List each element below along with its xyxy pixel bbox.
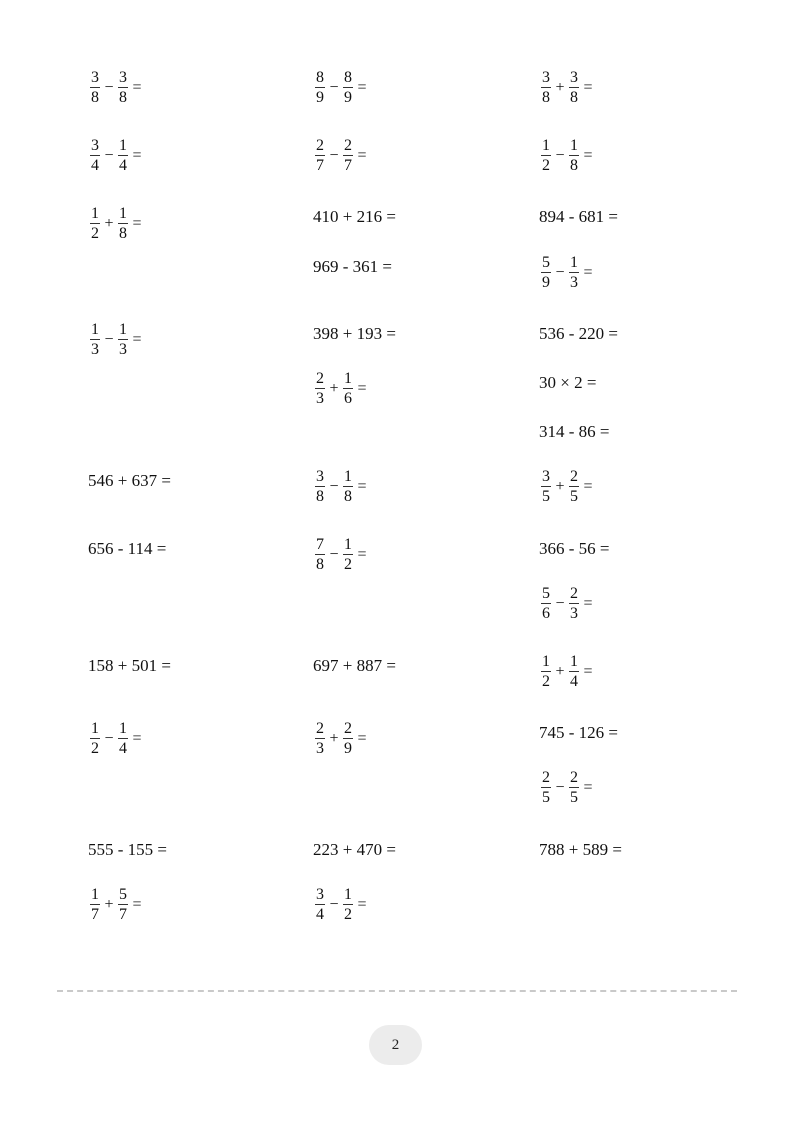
fraction-bar (90, 155, 100, 156)
problem (88, 206, 144, 242)
numerator: 7 (316, 536, 324, 553)
operator: − (104, 331, 114, 348)
fraction-bar (118, 904, 128, 905)
numerator: 1 (542, 653, 550, 670)
fraction (341, 537, 355, 573)
denominator: 7 (316, 157, 324, 174)
fraction-bar (569, 787, 579, 788)
fraction (116, 206, 130, 242)
fraction-bar (343, 87, 353, 88)
fraction (116, 322, 130, 358)
equals-sign: = (132, 79, 142, 96)
denominator: 4 (570, 673, 578, 690)
numerator: 1 (570, 653, 578, 670)
problem-text: 158 + 501 = (88, 655, 171, 675)
numerator: 2 (542, 769, 550, 786)
denominator: 2 (542, 157, 550, 174)
fraction-bar (90, 904, 100, 905)
fraction-bar (118, 738, 128, 739)
fraction (567, 70, 581, 106)
equals-sign: = (583, 779, 593, 796)
problem (313, 323, 396, 343)
numerator: 1 (344, 370, 352, 387)
fraction (88, 721, 102, 757)
operator: − (104, 730, 114, 747)
equals-sign: = (583, 79, 593, 96)
fraction-bar (541, 671, 551, 672)
numerator: 5 (542, 254, 550, 271)
denominator: 7 (119, 906, 127, 923)
denominator: 4 (316, 906, 324, 923)
fraction (313, 469, 327, 505)
denominator: 4 (91, 157, 99, 174)
problem (313, 70, 369, 106)
denominator: 2 (542, 673, 550, 690)
problem (313, 206, 396, 226)
problem-text: 697 + 887 = (313, 655, 396, 675)
equals-sign: = (357, 896, 367, 913)
fraction-bar (315, 554, 325, 555)
fraction-bar (90, 339, 100, 340)
fraction (313, 721, 327, 757)
numerator: 8 (316, 69, 324, 86)
problem (539, 538, 610, 558)
operator: − (104, 147, 114, 164)
numerator: 2 (570, 585, 578, 602)
denominator: 5 (542, 789, 550, 806)
operator: + (329, 730, 339, 747)
operator: + (329, 380, 339, 397)
operator: − (555, 264, 565, 281)
problem (88, 70, 144, 106)
fraction-bar (315, 155, 325, 156)
problem-text: 536 - 220 = (539, 323, 618, 343)
problem (539, 770, 595, 806)
numerator: 2 (570, 468, 578, 485)
numerator: 3 (570, 69, 578, 86)
denominator: 8 (344, 488, 352, 505)
equals-sign: = (132, 215, 142, 232)
fraction (88, 70, 102, 106)
operator: + (555, 79, 565, 96)
fraction (567, 586, 581, 622)
denominator: 9 (316, 89, 324, 106)
numerator: 1 (344, 468, 352, 485)
fraction-bar (118, 223, 128, 224)
fraction (88, 322, 102, 358)
denominator: 2 (344, 556, 352, 573)
denominator: 8 (91, 89, 99, 106)
fraction-bar (343, 904, 353, 905)
denominator: 7 (91, 906, 99, 923)
problem-text: 788 + 589 = (539, 839, 622, 859)
problem-text: 894 - 681 = (539, 206, 618, 226)
equals-sign: = (583, 478, 593, 495)
problem-text: 398 + 193 = (313, 323, 396, 343)
problem (88, 655, 171, 675)
fraction-bar (118, 339, 128, 340)
numerator: 3 (119, 69, 127, 86)
fraction (567, 138, 581, 174)
equals-sign: = (357, 380, 367, 397)
equals-sign: = (583, 264, 593, 281)
denominator: 8 (542, 89, 550, 106)
equals-sign: = (583, 595, 593, 612)
fraction (313, 138, 327, 174)
fraction-bar (90, 223, 100, 224)
numerator: 3 (91, 137, 99, 154)
numerator: 1 (344, 536, 352, 553)
page-number-label: 2 (391, 1036, 400, 1053)
denominator: 9 (542, 274, 550, 291)
fraction-bar (343, 486, 353, 487)
problem (313, 469, 369, 505)
denominator: 6 (344, 390, 352, 407)
fraction (88, 206, 102, 242)
fraction (116, 721, 130, 757)
fraction-bar (569, 87, 579, 88)
fraction-bar (118, 87, 128, 88)
numerator: 5 (119, 886, 127, 903)
numerator: 3 (316, 468, 324, 485)
fraction-bar (343, 738, 353, 739)
numerator: 1 (91, 205, 99, 222)
fraction (88, 887, 102, 923)
fraction-bar (343, 155, 353, 156)
fraction (539, 586, 553, 622)
fraction-bar (541, 272, 551, 273)
fraction-bar (541, 787, 551, 788)
fraction (116, 138, 130, 174)
equals-sign: = (357, 546, 367, 563)
problem (88, 839, 167, 859)
numerator: 2 (316, 720, 324, 737)
denominator: 5 (570, 488, 578, 505)
denominator: 4 (119, 157, 127, 174)
fraction (313, 887, 327, 923)
numerator: 5 (542, 585, 550, 602)
problem (88, 538, 166, 558)
numerator: 2 (344, 137, 352, 154)
fraction-bar (541, 603, 551, 604)
numerator: 3 (316, 886, 324, 903)
numerator: 1 (570, 254, 578, 271)
problem (539, 372, 596, 392)
fraction-bar (315, 738, 325, 739)
denominator: 4 (119, 740, 127, 757)
problem (539, 586, 595, 622)
numerator: 2 (316, 137, 324, 154)
fraction (539, 469, 553, 505)
fraction (341, 70, 355, 106)
fraction (539, 654, 553, 690)
fraction-bar (118, 155, 128, 156)
operator: − (555, 779, 565, 796)
denominator: 9 (344, 89, 352, 106)
problem (313, 839, 396, 859)
fraction-bar (90, 87, 100, 88)
fraction-bar (343, 554, 353, 555)
problem (88, 138, 144, 174)
denominator: 3 (570, 605, 578, 622)
problem-text: 366 - 56 = (539, 538, 610, 558)
operator: − (555, 147, 565, 164)
denominator: 9 (344, 740, 352, 757)
fraction-bar (90, 738, 100, 739)
fraction (116, 887, 130, 923)
denominator: 8 (119, 89, 127, 106)
numerator: 1 (119, 205, 127, 222)
problem-text: 30 × 2 = (539, 372, 597, 392)
operator: − (329, 79, 339, 96)
page-number (369, 1025, 422, 1065)
fraction-bar (541, 486, 551, 487)
dashed-divider (57, 990, 737, 992)
numerator: 1 (119, 321, 127, 338)
denominator: 2 (91, 225, 99, 242)
numerator: 2 (316, 370, 324, 387)
denominator: 3 (316, 390, 324, 407)
problem (313, 537, 369, 573)
operator: + (104, 215, 114, 232)
operator: + (555, 663, 565, 680)
denominator: 8 (316, 488, 324, 505)
denominator: 3 (316, 740, 324, 757)
problem (313, 887, 369, 923)
problem (313, 138, 369, 174)
fraction-bar (315, 87, 325, 88)
fraction-bar (569, 155, 579, 156)
fraction-bar (569, 671, 579, 672)
operator: − (104, 79, 114, 96)
numerator: 2 (570, 769, 578, 786)
problem (539, 255, 595, 291)
denominator: 3 (91, 341, 99, 358)
fraction (539, 770, 553, 806)
problem (88, 887, 144, 923)
denominator: 8 (316, 556, 324, 573)
fraction-bar (315, 486, 325, 487)
fraction-bar (569, 486, 579, 487)
fraction (313, 70, 327, 106)
equals-sign: = (357, 730, 367, 747)
equals-sign: = (357, 478, 367, 495)
operator: − (555, 595, 565, 612)
numerator: 1 (91, 886, 99, 903)
fraction-bar (569, 272, 579, 273)
fraction (313, 371, 327, 407)
problem (539, 654, 595, 690)
fraction-bar (541, 155, 551, 156)
equals-sign: = (132, 896, 142, 913)
denominator: 6 (542, 605, 550, 622)
equals-sign: = (357, 79, 367, 96)
fraction (341, 138, 355, 174)
problem (539, 421, 610, 441)
problem (313, 655, 396, 675)
problem (313, 371, 369, 407)
problem-text: 314 - 86 = (539, 421, 610, 441)
problem-text: 410 + 216 = (313, 206, 396, 226)
denominator: 8 (119, 225, 127, 242)
fraction (313, 537, 327, 573)
problem-text: 656 - 114 = (88, 538, 167, 558)
numerator: 1 (119, 720, 127, 737)
problem (539, 722, 618, 742)
denominator: 5 (570, 789, 578, 806)
problem (539, 839, 622, 859)
denominator: 2 (344, 906, 352, 923)
numerator: 8 (344, 69, 352, 86)
fraction (88, 138, 102, 174)
operator: − (329, 896, 339, 913)
numerator: 1 (344, 886, 352, 903)
operator: + (555, 478, 565, 495)
fraction (567, 770, 581, 806)
fraction (341, 887, 355, 923)
problem (88, 470, 171, 490)
fraction (539, 138, 553, 174)
operator: + (104, 896, 114, 913)
problem-text: 745 - 126 = (539, 722, 618, 742)
fraction-bar (541, 87, 551, 88)
fraction (341, 371, 355, 407)
operator: − (329, 147, 339, 164)
fraction (567, 255, 581, 291)
equals-sign: = (132, 147, 142, 164)
equals-sign: = (132, 331, 142, 348)
operator: − (329, 546, 339, 563)
problem (88, 322, 144, 358)
problem-text: 969 - 361 = (313, 256, 392, 276)
numerator: 1 (542, 137, 550, 154)
equals-sign: = (583, 663, 593, 680)
denominator: 5 (542, 488, 550, 505)
fraction (567, 469, 581, 505)
fraction (539, 255, 553, 291)
numerator: 1 (570, 137, 578, 154)
problem (539, 469, 595, 505)
numerator: 3 (542, 468, 550, 485)
problem (313, 721, 369, 757)
problem (539, 138, 595, 174)
fraction (341, 469, 355, 505)
problem (88, 721, 144, 757)
problem-text: 223 + 470 = (313, 839, 396, 859)
denominator: 8 (570, 157, 578, 174)
denominator: 7 (344, 157, 352, 174)
fraction-bar (315, 904, 325, 905)
problem-text: 546 + 637 = (88, 470, 171, 490)
fraction (341, 721, 355, 757)
numerator: 3 (91, 69, 99, 86)
problem (539, 323, 618, 343)
denominator: 3 (119, 341, 127, 358)
numerator: 2 (344, 720, 352, 737)
fraction (116, 70, 130, 106)
numerator: 1 (91, 720, 99, 737)
fraction (567, 654, 581, 690)
numerator: 1 (91, 321, 99, 338)
problem (539, 206, 618, 226)
equals-sign: = (132, 730, 142, 747)
fraction-bar (315, 388, 325, 389)
numerator: 3 (542, 69, 550, 86)
equals-sign: = (583, 147, 593, 164)
denominator: 8 (570, 89, 578, 106)
problem (539, 70, 595, 106)
operator: − (329, 478, 339, 495)
problem (313, 256, 392, 276)
problem-text: 555 - 155 = (88, 839, 167, 859)
denominator: 2 (91, 740, 99, 757)
numerator: 1 (119, 137, 127, 154)
denominator: 3 (570, 274, 578, 291)
fraction-bar (343, 388, 353, 389)
fraction (539, 70, 553, 106)
fraction-bar (569, 603, 579, 604)
equals-sign: = (357, 147, 367, 164)
